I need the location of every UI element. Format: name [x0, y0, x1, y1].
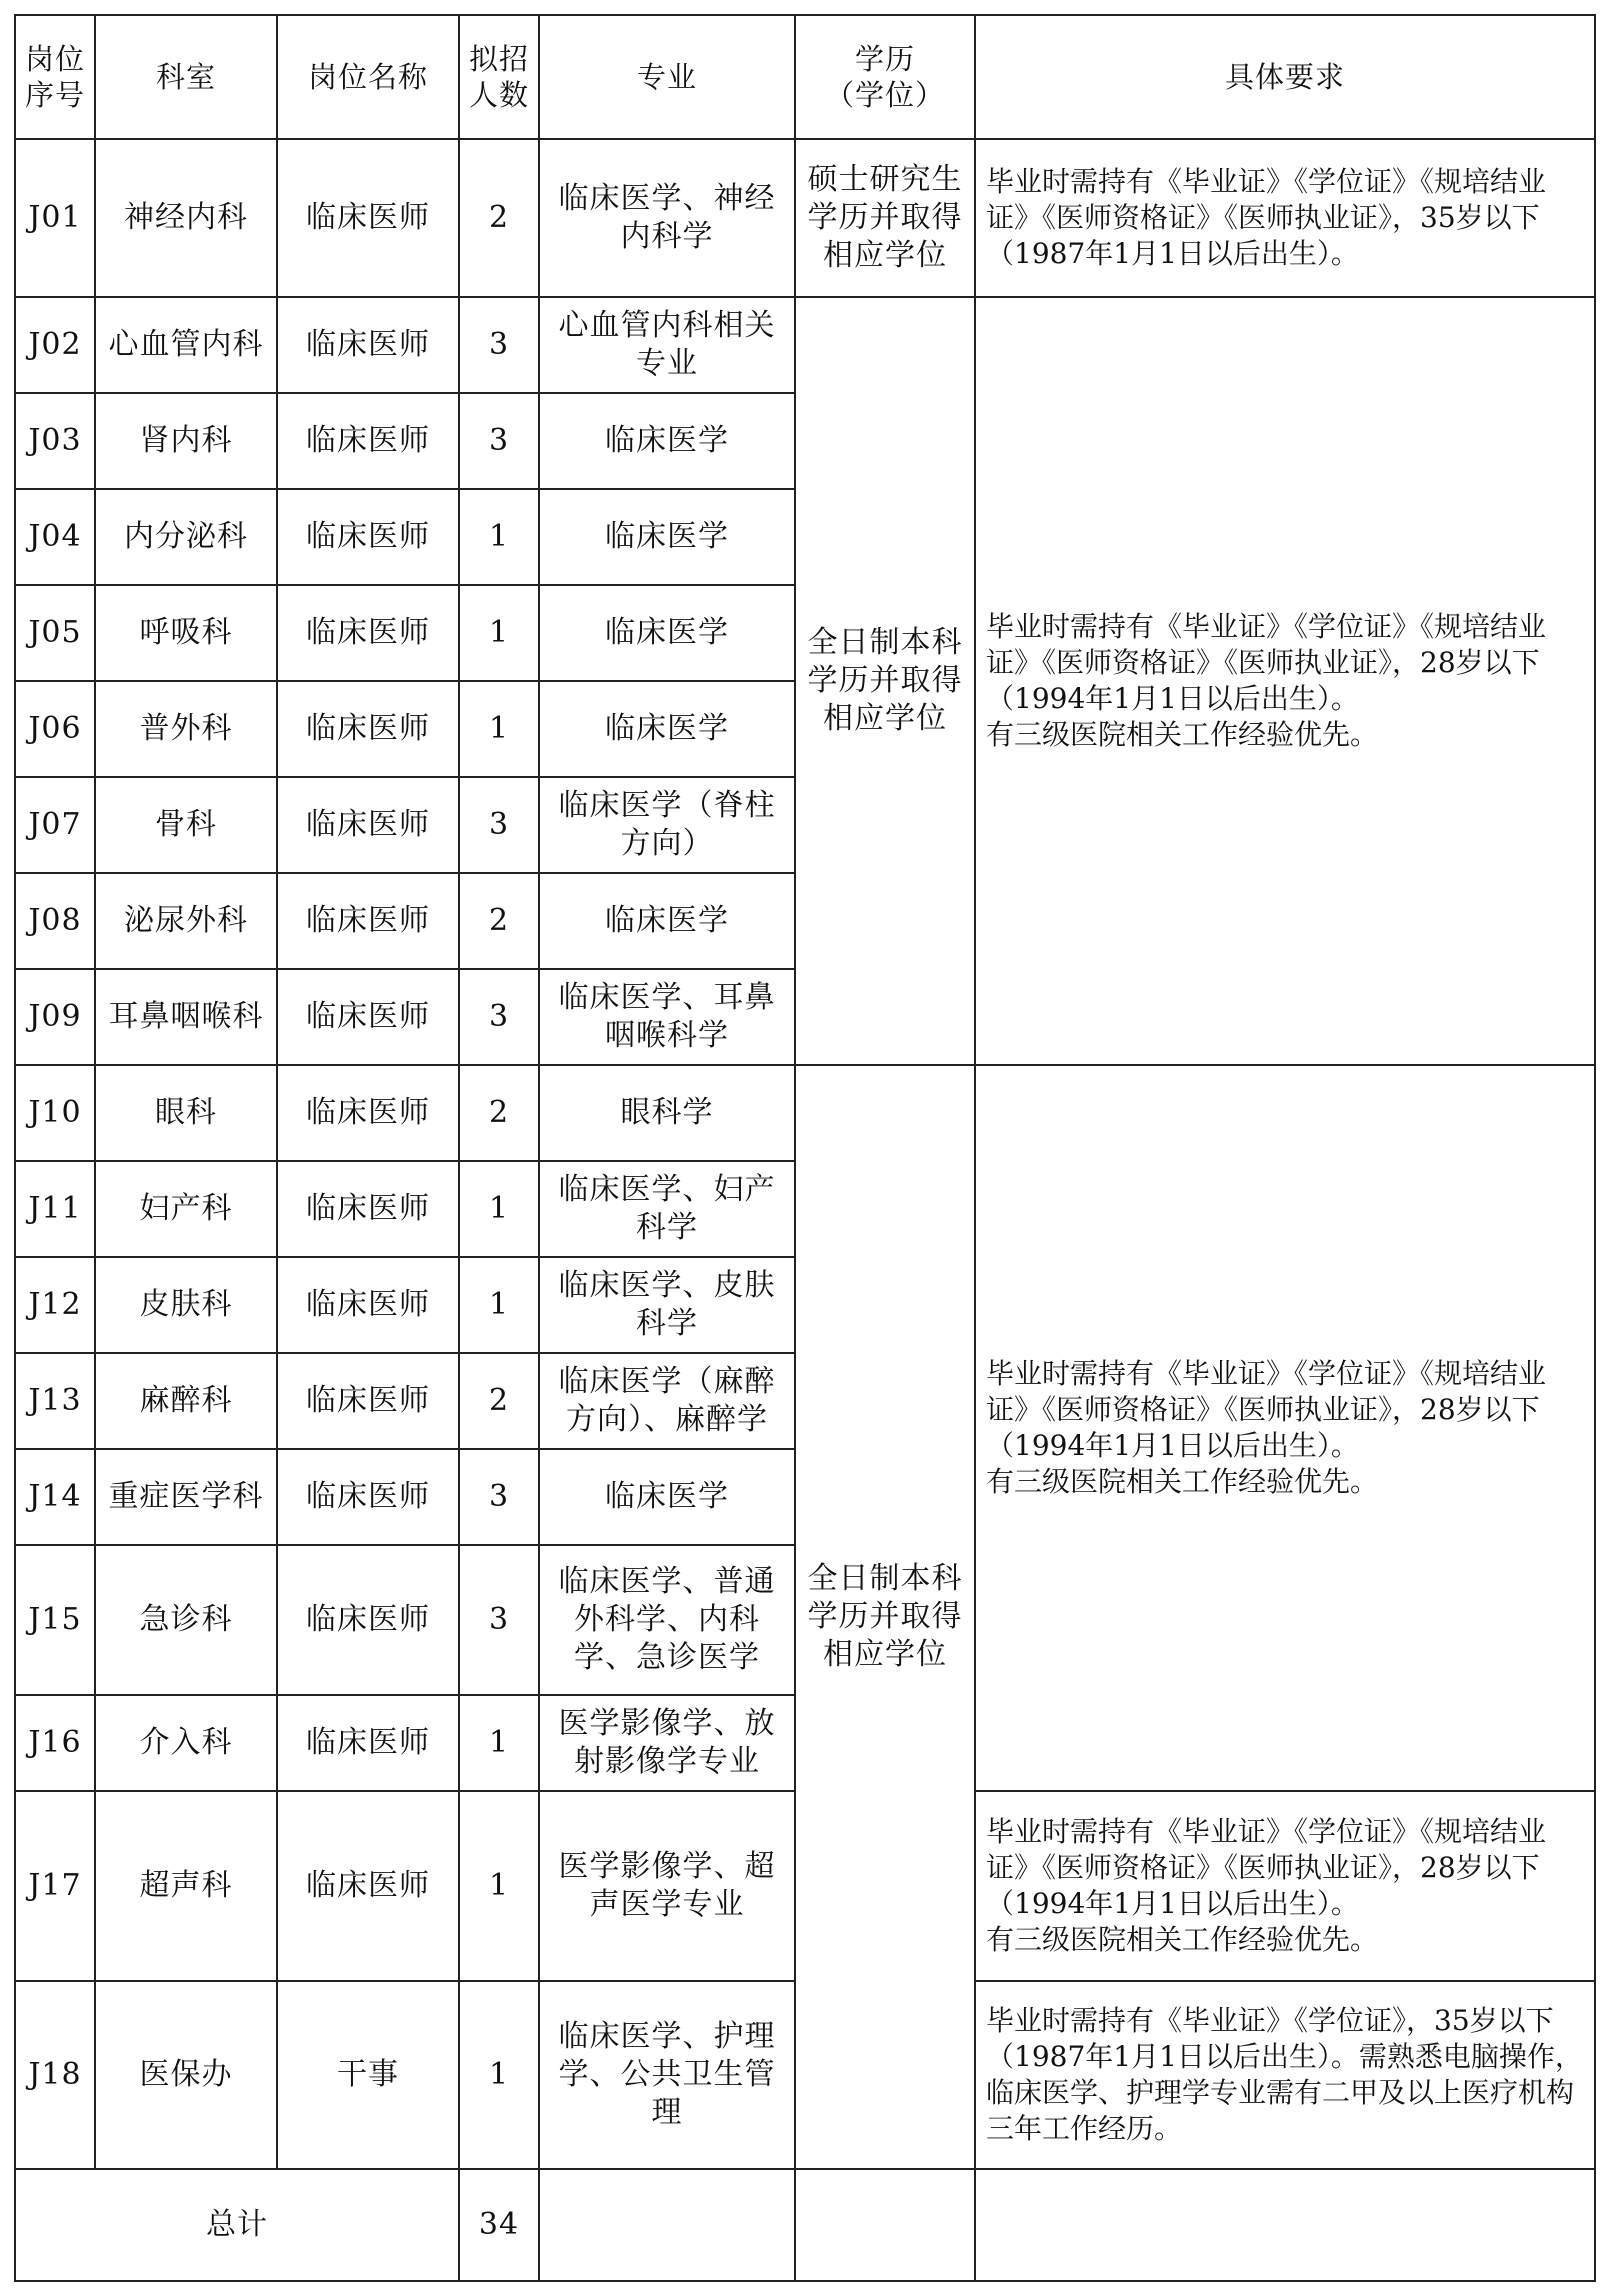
post-id: J13: [15, 1353, 95, 1449]
post-name: 临床医师: [277, 1257, 459, 1353]
dept-name: 内分泌科: [95, 489, 277, 585]
table-row: [15, 297, 1595, 393]
headcount: 2: [459, 139, 539, 297]
dept-name: 心血管内科: [95, 297, 277, 393]
dept-name: 超声科: [95, 1791, 277, 1981]
headcount: 2: [459, 1065, 539, 1161]
header-major: 专业: [539, 15, 795, 139]
education-bachelor-a: 全日制本科学历并取得相应学位: [795, 297, 975, 1065]
headcount: 1: [459, 489, 539, 585]
requirements-1: 毕业时需持有《毕业证》《学位证》《规培结业证》《医师资格证》《医师执业证》，35岁以下（1987年1月1日以后出生）。: [975, 139, 1595, 297]
post-id: J12: [15, 1257, 95, 1353]
major: 临床医学、护理学、公共卫生管理: [539, 1981, 795, 2169]
major: 临床医学、普通外科学、内科学、急诊医学: [539, 1545, 795, 1695]
headcount: 3: [459, 1545, 539, 1695]
post-id: J11: [15, 1161, 95, 1257]
post-id: J07: [15, 777, 95, 873]
header-post-no: 岗位 序号: [15, 15, 95, 139]
dept-name: 骨科: [95, 777, 277, 873]
dept-name: 眼科: [95, 1065, 277, 1161]
requirements-5: 毕业时需持有《毕业证》《学位证》，35岁以下（1987年1月1日以后出生）。需熟悉电脑操作，临床医学、护理学专业需有二甲及以上医疗机构三年工作经历。: [975, 1981, 1595, 2169]
post-id: J05: [15, 585, 95, 681]
major: 临床医学、皮肤科学: [539, 1257, 795, 1353]
post-name: 临床医师: [277, 1449, 459, 1545]
post-name: 临床医师: [277, 489, 459, 585]
headcount: 1: [459, 1981, 539, 2169]
post-name: 临床医师: [277, 1545, 459, 1695]
dept-name: 医保办: [95, 1981, 277, 2169]
post-name: 临床医师: [277, 1695, 459, 1791]
dept-name: 皮肤科: [95, 1257, 277, 1353]
requirements-4: 毕业时需持有《毕业证》《学位证》《规培结业证》《医师资格证》《医师执业证》，28岁以下（1994年1月1日以后出生）。 有三级医院相关工作经验优先。: [975, 1791, 1595, 1981]
post-id: J14: [15, 1449, 95, 1545]
post-id: J08: [15, 873, 95, 969]
headcount: 1: [459, 1791, 539, 1981]
post-id: J09: [15, 969, 95, 1065]
dept-name: 肾内科: [95, 393, 277, 489]
headcount: 1: [459, 1257, 539, 1353]
total-major-empty: [539, 2169, 795, 2281]
post-name: 临床医师: [277, 873, 459, 969]
major: 医学影像学、放射影像学专业: [539, 1695, 795, 1791]
dept-name: 泌尿外科: [95, 873, 277, 969]
post-name: 临床医师: [277, 681, 459, 777]
dept-name: 介入科: [95, 1695, 277, 1791]
requirements-2: 毕业时需持有《毕业证》《学位证》《规培结业证》《医师资格证》《医师执业证》，28岁以下（1994年1月1日以后出生）。 有三级医院相关工作经验优先。: [975, 297, 1595, 1065]
total-education-empty: [795, 2169, 975, 2281]
recruitment-table: [14, 14, 1596, 2282]
dept-name: 妇产科: [95, 1161, 277, 1257]
dept-name: 呼吸科: [95, 585, 277, 681]
total-row: [15, 2169, 1595, 2281]
major: 临床医学、妇产科学: [539, 1161, 795, 1257]
post-name: 临床医师: [277, 297, 459, 393]
headcount: 3: [459, 1449, 539, 1545]
headcount: 1: [459, 1695, 539, 1791]
major: 临床医学（脊柱方向）: [539, 777, 795, 873]
post-id: J16: [15, 1695, 95, 1791]
table-row: [15, 1065, 1595, 1161]
major: 眼科学: [539, 1065, 795, 1161]
headcount: 1: [459, 1161, 539, 1257]
headcount: 3: [459, 297, 539, 393]
headcount: 2: [459, 873, 539, 969]
major: 临床医学: [539, 489, 795, 585]
dept-name: 神经内科: [95, 139, 277, 297]
total-label: 总计: [15, 2169, 459, 2281]
major: 临床医学: [539, 585, 795, 681]
major: 临床医学: [539, 873, 795, 969]
education-bachelor-b: 全日制本科学历并取得相应学位: [795, 1065, 975, 2169]
major: 临床医学、耳鼻咽喉科学: [539, 969, 795, 1065]
dept-name: 急诊科: [95, 1545, 277, 1695]
major: 医学影像学、超声医学专业: [539, 1791, 795, 1981]
requirements-3: 毕业时需持有《毕业证》《学位证》《规培结业证》《医师资格证》《医师执业证》，28岁以下（1994年1月1日以后出生）。 有三级医院相关工作经验优先。: [975, 1065, 1595, 1791]
post-name: 临床医师: [277, 393, 459, 489]
post-id: J01: [15, 139, 95, 297]
total-requirements-empty: [975, 2169, 1595, 2281]
table-row: [15, 139, 1595, 297]
header-count: 拟招 人数: [459, 15, 539, 139]
major: 临床医学: [539, 393, 795, 489]
major: 临床医学: [539, 1449, 795, 1545]
post-id: J10: [15, 1065, 95, 1161]
header-education: 学历 （学位）: [795, 15, 975, 139]
post-id: J04: [15, 489, 95, 585]
major: 心血管内科相关专业: [539, 297, 795, 393]
header-post-name: 岗位名称: [277, 15, 459, 139]
headcount: 1: [459, 585, 539, 681]
dept-name: 重症医学科: [95, 1449, 277, 1545]
post-id: J18: [15, 1981, 95, 2169]
headcount: 3: [459, 969, 539, 1065]
post-id: J03: [15, 393, 95, 489]
post-id: J17: [15, 1791, 95, 1981]
post-id: J06: [15, 681, 95, 777]
post-id: J15: [15, 1545, 95, 1695]
total-value: 34: [459, 2169, 539, 2281]
post-name: 干事: [277, 1981, 459, 2169]
post-name: 临床医师: [277, 1161, 459, 1257]
post-name: 临床医师: [277, 1353, 459, 1449]
header-dept: 科室: [95, 15, 277, 139]
headcount: 1: [459, 681, 539, 777]
dept-name: 麻醉科: [95, 1353, 277, 1449]
education-masters: 硕士研究生学历并取得相应学位: [795, 139, 975, 297]
header-row: [15, 15, 1595, 139]
post-name: 临床医师: [277, 1065, 459, 1161]
post-name: 临床医师: [277, 1791, 459, 1981]
post-name: 临床医师: [277, 969, 459, 1065]
major: 临床医学（麻醉方向）、麻醉学: [539, 1353, 795, 1449]
dept-name: 耳鼻咽喉科: [95, 969, 277, 1065]
header-requirements: 具体要求: [975, 15, 1595, 139]
post-name: 临床医师: [277, 139, 459, 297]
post-id: J02: [15, 297, 95, 393]
post-name: 临床医师: [277, 585, 459, 681]
major: 临床医学: [539, 681, 795, 777]
headcount: 2: [459, 1353, 539, 1449]
headcount: 3: [459, 777, 539, 873]
headcount: 3: [459, 393, 539, 489]
major: 临床医学、神经内科学: [539, 139, 795, 297]
post-name: 临床医师: [277, 777, 459, 873]
dept-name: 普外科: [95, 681, 277, 777]
